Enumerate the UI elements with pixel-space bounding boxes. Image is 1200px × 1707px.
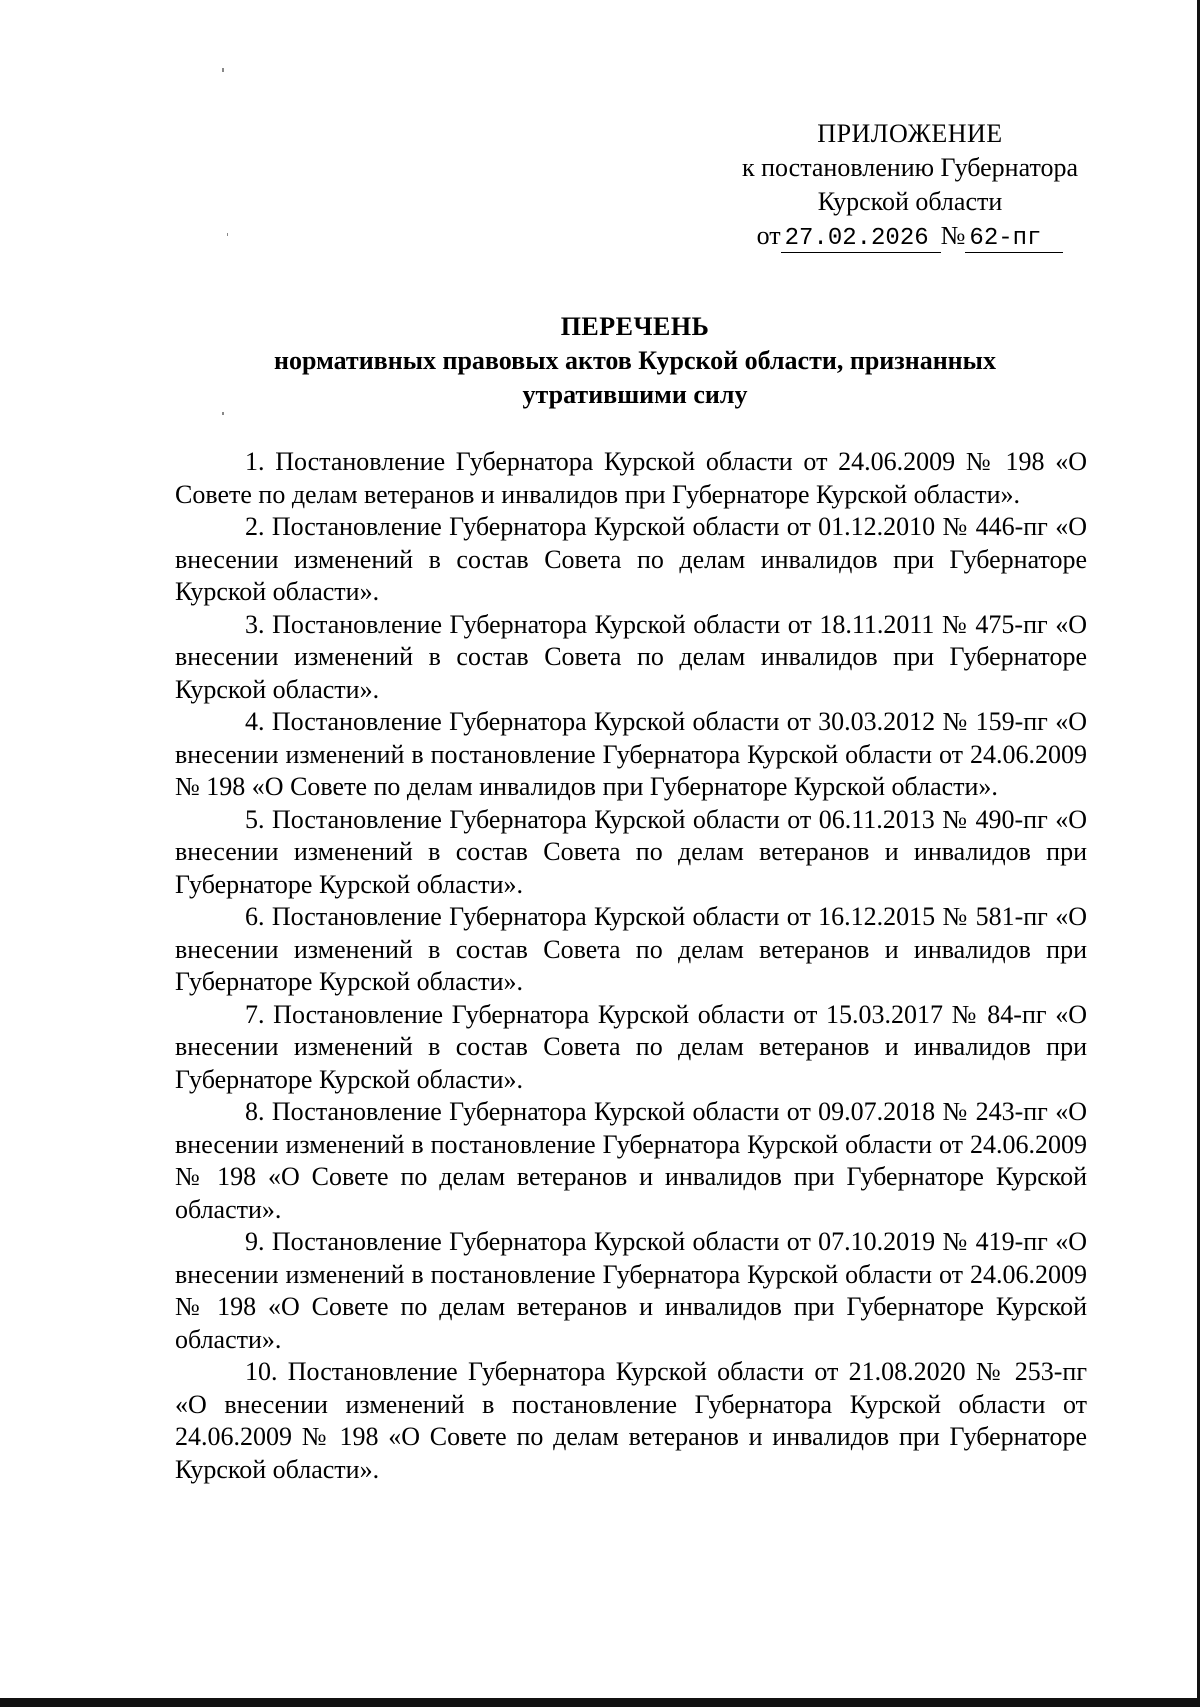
decree-number: 62-пг (965, 226, 1063, 253)
scan-speck (222, 412, 224, 415)
date-prefix: от (756, 221, 781, 250)
scan-speck (222, 68, 224, 72)
list-item: 5. Постановление Губернатора Курской области от 06.11.2013 № 490-пг «О внесении изменений в состав Совета по делам ветеранов и инвалидов при Губернаторе Курской области». (175, 804, 1087, 899)
list-item: 10. Постановление Губернатора Курской области от 21.08.2020 № 253-пг «О внесении изменений в постановление Губернатора Курской области от 24.06.2009 № 198 «О Совете по делам ветеранов и инвалидов при Губернаторе Курской области». (175, 1357, 1087, 1484)
list-item: 4. Постановление Губернатора Курской области от 30.03.2012 № 159-пг «О внесении изменений в постановление Губернатора Курской области от 24.06.2009 № 198 «О Совете по делам инвалидов при Губернаторе Курской области». (175, 707, 1087, 801)
scan-edge-bottom (0, 1698, 1200, 1707)
title-subtitle-line-2: утратившими силу (522, 380, 748, 409)
scan-speck (227, 233, 228, 236)
list-item: 2. Постановление Губернатора Курской области от 01.12.2010 № 446-пг «О внесении изменений в состав Совета по делам инвалидов при Губернаторе Курской области». (175, 512, 1087, 606)
decree-date: 27.02.2026 (781, 226, 941, 253)
appendix-label: ПРИЛОЖЕНИЕ (817, 119, 1003, 148)
list-item: 9. Постановление Губернатора Курской области от 07.10.2019 № 419-пг «О внесении изменений в постановление Губернатора Курской области от 24.06.2009 № 198 «О Совете по делам ветеранов и инвалидов при Губернаторе Курской области». (175, 1227, 1087, 1354)
number-sign: № (940, 221, 966, 250)
list-item: 6. Постановление Губернатора Курской области от 16.12.2015 № 581-пг «О внесении изменений в состав Совета по делам ветеранов и инвалидов при Губернаторе Курской области». (175, 902, 1087, 996)
appendix-date-number-line (680, 219, 1140, 253)
list-item: 8. Постановление Губернатора Курской области от 09.07.2018 № 243-пг «О внесении изменений в постановление Губернатора Курской области от 24.06.2009 № 198 «О Совете по делам ветеранов и инвалидов при Губернаторе Курской области». (175, 1097, 1087, 1224)
appendix-region-line: Курской области (817, 187, 1003, 216)
document-title (175, 310, 1095, 412)
title-subtitle-line-1: нормативных правовых актов Курской области, признанных (274, 346, 996, 375)
acts-list (175, 446, 1087, 1486)
appendix-reference-line: к постановлению Губернатора (741, 153, 1079, 182)
list-item: 3. Постановление Губернатора Курской области от 18.11.2011 № 475-пг «О внесении изменений в состав Совета по делам инвалидов при Губернаторе Курской области». (175, 609, 1087, 704)
title-heading: ПЕРЕЧЕНЬ (560, 312, 710, 341)
list-item: 1. Постановление Губернатора Курской области от 24.06.2009 № 198 «О Совете по делам ветеранов и инвалидов при Губернаторе Курской области». (175, 447, 1087, 509)
approval-block (680, 117, 1140, 253)
list-item: 7. Постановление Губернатора Курской области от 15.03.2017 № 84-пг «О внесении изменений в состав Совета по делам ветеранов и инвалидов при Губернаторе Курской области». (175, 999, 1087, 1094)
